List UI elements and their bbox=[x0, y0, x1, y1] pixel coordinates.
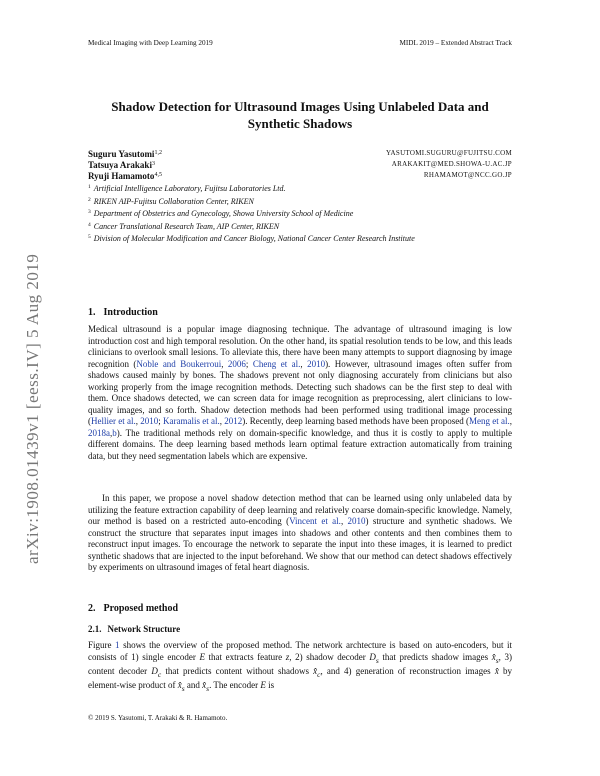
author-name: Suguru Yasutomi$^{1,2}$ bbox=[88, 149, 162, 159]
citation-link[interactable]: 2012 bbox=[224, 416, 243, 426]
citation-link[interactable]: 2010 bbox=[140, 416, 159, 426]
affiliation: $^2$ RIKEN AIP-Fujitsu Collaboration Center, RIKEN bbox=[88, 196, 254, 206]
author-email: ARAKAKIT@MED.SHOWA-U.AC.JP bbox=[391, 160, 512, 168]
section-heading-introduction: 1. Introduction bbox=[88, 307, 158, 318]
subsection-heading-network-structure: 2.1. Network Structure bbox=[88, 624, 181, 634]
network-paragraph: Figure 1 shows the overview of the proposed method. The network archtecture is based on auto-encoders, but it consists of 1) single encoder E that extracts feature z, 2) shadow decoder $D_s$ that predicts shadow images $x̂_s$, 3) content decoder $D_c$ that predicts content without shadows $x̂_c$, and 4) generation of reconstruction images x̂ by element-wise product of $x̂_s$ and $x̂_s$. The encoder E is bbox=[88, 640, 512, 693]
author-row bbox=[88, 148, 512, 159]
citation-link[interactable]: Meng et al. bbox=[468, 416, 510, 426]
author-email: YASUTOMI.SUGURU@FUJITSU.COM bbox=[385, 149, 512, 157]
citation-link[interactable]: Hellier et al. bbox=[91, 416, 136, 426]
citation-link[interactable]: Vincent et al. bbox=[289, 516, 341, 526]
section-heading-proposed-method: 2. Proposed method bbox=[88, 603, 179, 614]
author-row bbox=[88, 159, 512, 170]
paper-title: Shadow Detection for Ultrasound Images Using Unlabeled Data and Synthetic Shadows bbox=[111, 99, 489, 131]
arxiv-identifier: arXiv:1908.01439v1 [eess.IV] 5 Aug 2019 bbox=[23, 253, 42, 564]
citation-link[interactable]: Karamalis et al. bbox=[163, 416, 220, 426]
author-name: Tatsuya Arakaki$^3$ bbox=[88, 160, 155, 170]
affiliation: $^3$ Department of Obstetrics and Gynecology, Showa University School of Medicine bbox=[88, 209, 354, 218]
affiliation: $^1$ Artificial Intelligence Laboratory, Fujitsu Laboratories Ltd. bbox=[88, 184, 286, 193]
author-name: Ryuji Hamamoto$^{4,5}$ bbox=[88, 171, 162, 181]
affiliation: $^4$ Cancer Translational Research Team, AIP Center, RIKEN bbox=[88, 221, 280, 231]
author-row bbox=[88, 170, 512, 181]
citation-link[interactable]: 2018a bbox=[88, 427, 110, 438]
figure-link[interactable]: 1 bbox=[115, 640, 120, 650]
citation-link[interactable]: Cheng et al. bbox=[252, 358, 301, 369]
citation-link[interactable]: Noble and Boukerroui bbox=[136, 358, 222, 369]
intro-paragraph-1: Medical ultrasound is a popular image diagnosing technique. The advantage of ultrasound imaging is low introduction cost and high temporal resolution. On the other hand, its spatial resolution tends to be low, and this leads clinicians to overlook small lesions. To alleviate this, there have been many attempts to support diagnosing by image recognition (Noble and Boukerroui, 2006; Cheng et al., 2010). However, ultrasound images often suffer from shadows caused mainly by bones. The shadows prevent not only diagnosing accurately from clinicians but also working properly from the image recognition methods. Detecting such shadows can be the first step to deal with them. Once shadows detected, we can screen data for image recognition as preprocessing, alert clinicians to low-quality images, and so forth. Shadow detection methods had been performed using traditional image processing (Hellier et al., 2010; Karamalis et al., 2012). Recently, deep learning based methods have been proposed (Meng et al., 2018a,b). The traditional methods rely on domain-specific knowledge, and thus it is costly to apply to multiple different domains. The deep learning based methods learn optimal feature extraction automatically from training data, but they need segmentation labels which are expensive. bbox=[88, 324, 512, 461]
citation-link[interactable]: 2006 bbox=[227, 358, 246, 369]
citation-link[interactable]: 2010 bbox=[347, 516, 366, 526]
affiliation: $^5$ Division of Molecular Modification and Cancer Biology, National Cancer Center Research Institute bbox=[88, 234, 415, 243]
affiliation-list bbox=[88, 182, 415, 245]
running-header-right: MIDL 2019 – Extended Abstract Track bbox=[399, 39, 512, 47]
copyright-footer: © 2019 S. Yasutomi, T. Arakaki & R. Hamamoto. bbox=[88, 714, 228, 722]
author-email: RHAMAMOT@NCC.GO.JP bbox=[423, 171, 512, 179]
running-header-left: Medical Imaging with Deep Learning 2019 bbox=[88, 39, 213, 47]
citation-link[interactable]: 2010 bbox=[307, 358, 326, 369]
author-block bbox=[88, 148, 512, 181]
citation-link[interactable]: b bbox=[112, 427, 117, 438]
intro-paragraph-2: In this paper, we propose a novel shadow detection method that can be learned using only unlabeled data by utilizing the feature extraction capability of deep learning and relatively coarse domain-specific knowledge. Namely, our method is based on a restricted auto-encoding (Vincent et al., 2010) structure and synthetic shadows. We construct the structure that separates input images into shadows and other contents and then combines them to reconstruct input images. To encourage the network to separate the input into these images, it is learned to predict synthetic shadows that are injected to the input beforehand. We show that our method can detect shadows effectively by experiments on ultrasound images of fetal heart diagnosis. bbox=[88, 493, 513, 572]
